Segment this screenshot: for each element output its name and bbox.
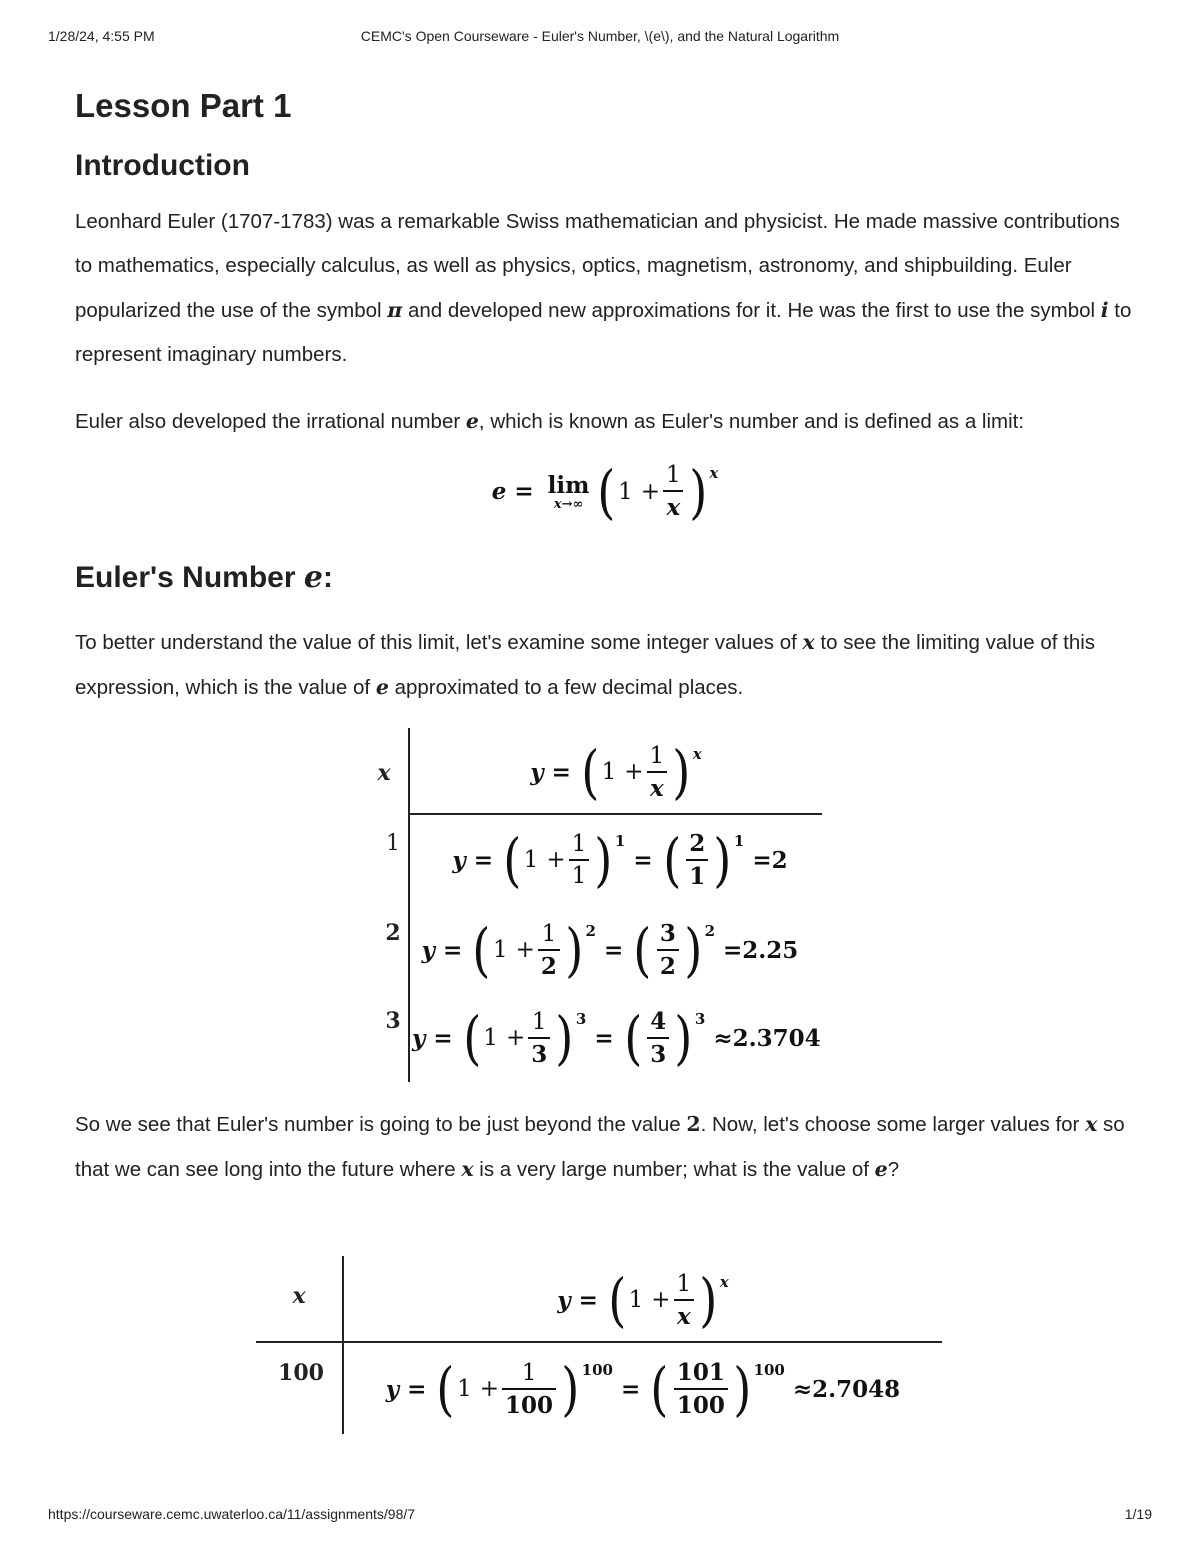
table-header-x: x — [292, 1283, 306, 1309]
limit-formula — [75, 457, 1135, 526]
e-symbol: e — [465, 409, 479, 433]
table-header-formula: y = ( 1 + $\frac{1}{x}$ ) x — [557, 1266, 729, 1334]
para4-text-3: so that we can see long into the future where — [75, 1113, 1125, 1181]
euler-number-paragraph — [75, 399, 1135, 444]
imaginary-i-symbol: i — [1100, 298, 1109, 322]
page-number: 1/19 — [1124, 1506, 1152, 1522]
intro-text-1: Leonhard Euler (1707-1783) was a remarkable Swiss mathematician and physicist. He made massive contributions to mathematics, especially calculus, as well as physics, optics, magnetism, astronomy, and shipbuilding. Euler popularized the use of the symbol — [75, 210, 1120, 322]
lim-label: lim — [547, 471, 590, 499]
table-row-x: 2 — [385, 920, 401, 946]
e-symbol: e — [874, 1157, 888, 1181]
x-symbol: x — [461, 1157, 474, 1181]
x-symbol: x — [802, 630, 815, 654]
table-row-formula: y = ( 1 + $\frac{1}{100}$ ) 100 = ( $\frac{101}{100}$ ) 100 ≈ 2.7048 — [385, 1355, 901, 1423]
lim-subscript: x→∞ — [553, 496, 584, 512]
euler-section — [75, 558, 1135, 710]
result-value: 2.7048 — [812, 1375, 901, 1403]
print-header — [48, 28, 1152, 48]
fraction-denominator: x — [663, 490, 683, 521]
lesson-content — [75, 84, 1135, 444]
table-header-formula: y = ( 1 + $\frac{1}{x}$ ) x — [530, 738, 702, 806]
table-divider-horizontal — [408, 813, 822, 815]
formula-one: 1 — [618, 478, 633, 505]
euler-heading-text: Euler's Number — [75, 561, 304, 594]
print-page-title: CEMC's Open Courseware - Euler's Number, \(e\), and the Natural Logarithm — [360, 28, 840, 44]
lesson-title: Lesson Part 1 — [75, 87, 292, 124]
x-symbol: x — [1085, 1112, 1098, 1136]
larger-values-paragraph — [75, 1102, 1135, 1192]
formula-fraction — [663, 462, 684, 521]
formula-equals: = — [514, 478, 534, 505]
print-date: 1/28/24, 4:55 PM — [48, 28, 155, 44]
para4-text-4: is a very large number; what is the value of — [473, 1158, 875, 1181]
small-x-values-table — [360, 728, 830, 1082]
para4-text-5: ? — [887, 1158, 900, 1181]
intro-paragraph — [75, 200, 1135, 377]
print-footer — [48, 1506, 1152, 1526]
large-x-values-table — [256, 1256, 942, 1434]
pi-symbol: π — [387, 298, 403, 322]
para3-text-3: approximated to a few decimal places. — [388, 676, 744, 699]
intro-text-2: and developed new approximations for it. He was the first to use the symbol — [402, 299, 1101, 322]
euler-heading-colon: : — [322, 561, 333, 594]
table-row-x: 3 — [385, 1008, 401, 1034]
left-paren: ( — [597, 457, 616, 526]
result-value: 2.25 — [742, 936, 799, 964]
formula-e: e — [491, 478, 507, 505]
table-row-formula: y = ( 1 + $\frac{1}{3}$ ) 3 = ( $\frac{4}{3}$ ) 3 ≈ 2.3704 — [412, 1004, 821, 1072]
result-value: 2.3704 — [732, 1024, 821, 1052]
right-paren: ) — [688, 457, 708, 526]
para4-text-1: So we see that Euler's number is going to be just beyond the value — [75, 1113, 687, 1136]
table-row-formula: y = ( 1 + $\frac{1}{2}$ ) 2 = ( $\frac{3}{2}$ ) 2 = 2.25 — [421, 916, 799, 984]
examine-paragraph — [75, 620, 1135, 710]
e-symbol: e — [375, 675, 389, 699]
table-divider-horizontal — [256, 1341, 942, 1343]
intro-text-3: to represent imaginary numbers. — [75, 299, 1132, 366]
para2-text-2: , which is known as Euler's number and is defined as a limit: — [478, 410, 1025, 433]
formula-exponent: x — [709, 464, 719, 482]
fraction-numerator: 1 — [666, 462, 681, 488]
result-value: 2 — [771, 846, 788, 874]
para2-text-1: Euler also developed the irrational number — [75, 410, 466, 433]
table-row-formula: y = ( 1 + $\frac{1}{1}$ ) 1 = ( $\frac{2}{1}$ ) 1 = 2 — [452, 826, 788, 894]
para4-text-2: . Now, let's choose some larger values for — [700, 1113, 1086, 1136]
formula-plus: + — [640, 478, 661, 505]
two-symbol: 2 — [686, 1112, 701, 1136]
table-row-x: 1 — [386, 830, 400, 856]
euler-heading-e: e — [303, 560, 323, 595]
table-header-x: x — [377, 760, 391, 786]
table-row-x: 100 — [278, 1360, 324, 1386]
para3-text-1: To better understand the value of this limit, let's examine some integer values of — [75, 631, 803, 654]
para3-text-2: to see the limiting value of this expression, which is the value of — [75, 631, 1096, 699]
larger-values-section — [75, 1102, 1135, 1192]
introduction-heading: Introduction — [75, 149, 250, 182]
euler-number-heading — [75, 558, 1135, 598]
page-url: https://courseware.cemc.uwaterloo.ca/11/assignments/98/7 — [48, 1506, 416, 1522]
limit-operator — [548, 472, 590, 512]
